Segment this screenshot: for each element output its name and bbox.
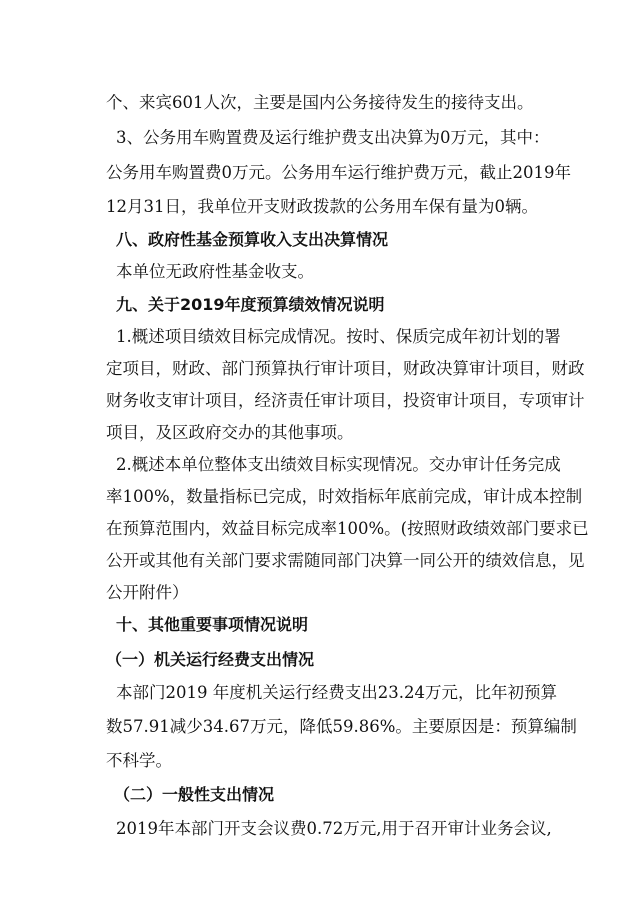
text-line: 个、来宾601人次，主要是国内公务接待发生的接待支出。: [106, 93, 534, 112]
text-line: 3、公务用车购置费及运行维护费支出决算为0万元，其中：: [116, 128, 550, 147]
text-line: 公开附件）: [106, 583, 189, 602]
text-line: 2.概述本单位整体支出绩效目标实现情况。交办审计任务完成: [116, 455, 561, 474]
subsection-heading: （一）机关运行经费支出情况: [106, 650, 315, 669]
text-line: 本单位无政府性基金收支。: [116, 262, 314, 281]
text-line: 项目，及区政府交办的其他事项。: [106, 423, 354, 442]
text-line: 公开或其他有关部门要求需随同部门决算一同公开的绩效信息，见: [106, 551, 585, 570]
text-line: 数57.91减少34.67万元，降低59.86%。主要原因是：预算编制: [106, 717, 577, 736]
text-line: 率100%，数量指标已完成，时效指标年底前完成，审计成本控制: [106, 487, 583, 506]
text-line: 本部门2019 年度机关运行经费支出23.24万元，比年初预算: [116, 683, 557, 702]
section-heading: 十、其他重要事项情况说明: [116, 615, 309, 634]
text-line: 财务收支审计项目，经济责任审计项目，投资审计项目，专项审计: [106, 391, 585, 410]
text-line: 不科学。: [106, 751, 172, 770]
text-line: 12月31日，我单位开支财政拨款的公务用车保有量为0辆。: [106, 197, 538, 216]
section-heading: 九、关于2019年度预算绩效情况说明: [116, 295, 385, 314]
text-line: 2019年本部门开支会议费0.72万元,用于召开审计业务会议,: [116, 819, 552, 838]
text-line: 在预算范围内，效益目标完成率100%。(按照财政绩效部门要求已: [106, 519, 589, 538]
section-heading: 八、政府性基金预算收入支出决算情况: [116, 230, 389, 249]
subsection-heading: （二）一般性支出情况: [114, 785, 275, 804]
text-line: 定项目，财政、部门预算执行审计项目，财政决算审计项目，财政: [106, 359, 585, 378]
text-line: 1.概述项目绩效目标完成情况。按时、保质完成年初计划的署: [116, 327, 561, 346]
text-line: 公务用车购置费0万元。公务用车运行维护费万元，截止2019年: [106, 163, 571, 182]
